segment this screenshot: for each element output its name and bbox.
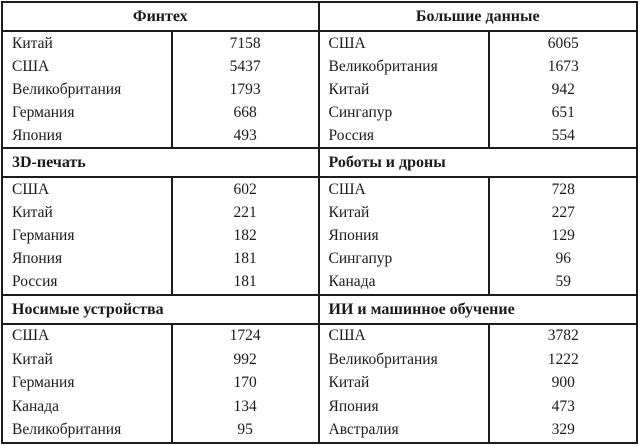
section-header: Роботы и дроны xyxy=(320,149,637,178)
country-cell: США xyxy=(320,32,491,55)
country-cell: США xyxy=(3,55,173,78)
table-row xyxy=(320,201,637,224)
value-cell: 134 xyxy=(233,397,257,415)
table-row xyxy=(3,271,318,294)
value-cell: 7158 xyxy=(229,34,261,52)
value-cell: 554 xyxy=(551,126,575,144)
country-cell: Великобритания xyxy=(3,419,173,442)
table-row xyxy=(3,55,318,78)
table-row xyxy=(3,325,318,348)
value-cell: 329 xyxy=(551,421,575,439)
table-row xyxy=(320,32,637,55)
country-cell: Германия xyxy=(3,372,173,395)
country-cell: Япония xyxy=(320,224,491,247)
table-row xyxy=(3,224,318,247)
value-cell: 668 xyxy=(233,103,257,121)
value-cell: 942 xyxy=(551,80,575,98)
value-cell: 96 xyxy=(555,250,571,268)
table-row xyxy=(3,348,318,371)
country-cell: Сингапур xyxy=(320,248,491,271)
table-row xyxy=(3,419,318,442)
value-cell: 182 xyxy=(233,226,257,244)
value-cell: 1222 xyxy=(547,350,579,368)
country-cell: Великобритания xyxy=(320,55,491,78)
country-cell: Россия xyxy=(320,124,491,147)
country-cell: Германия xyxy=(3,224,173,247)
table-row xyxy=(320,372,637,395)
value-cell: 5437 xyxy=(229,57,261,75)
country-cell: Россия xyxy=(3,271,173,294)
section-ai-ml xyxy=(320,296,637,442)
table-row xyxy=(320,78,637,101)
country-cell: Китай xyxy=(320,201,491,224)
country-cell: Китай xyxy=(3,348,173,371)
country-cell: Великобритания xyxy=(3,78,173,101)
country-cell: США xyxy=(320,178,491,201)
value-cell: 900 xyxy=(551,374,575,392)
table-row xyxy=(320,271,637,294)
table-row xyxy=(320,348,637,371)
section-header: ИИ и машинное обучение xyxy=(320,296,637,325)
value-cell: 221 xyxy=(233,203,257,221)
country-cell: Япония xyxy=(320,395,491,418)
country-cell: США xyxy=(3,325,173,348)
section-fintech xyxy=(3,3,320,149)
value-cell: 95 xyxy=(237,421,253,439)
section-header: Большие данные xyxy=(320,3,637,32)
value-cell: 170 xyxy=(233,374,257,392)
table-row xyxy=(3,78,318,101)
country-cell: Канада xyxy=(3,395,173,418)
country-cell: Япония xyxy=(3,248,173,271)
table-row xyxy=(320,124,637,147)
section-rows xyxy=(320,32,637,147)
country-cell: Китай xyxy=(320,78,491,101)
section-robots-drones xyxy=(320,149,637,295)
value-cell: 473 xyxy=(551,397,575,415)
section-header: Финтех xyxy=(3,3,318,32)
country-cell: Китай xyxy=(320,372,491,395)
value-cell: 1724 xyxy=(229,327,261,345)
country-cell: Япония xyxy=(3,124,173,147)
section-rows xyxy=(3,32,318,147)
section-header: 3D-печать xyxy=(3,149,318,178)
value-cell: 6065 xyxy=(547,34,579,52)
country-cell: Сингапур xyxy=(320,101,491,124)
country-cell: Австралия xyxy=(320,419,491,442)
value-cell: 129 xyxy=(551,226,575,244)
value-cell: 651 xyxy=(551,103,575,121)
value-cell: 181 xyxy=(233,250,257,268)
country-cell: Канада xyxy=(320,271,491,294)
country-cell: США xyxy=(320,325,491,348)
section-rows xyxy=(3,325,318,442)
section-rows xyxy=(3,178,318,293)
value-cell: 181 xyxy=(233,273,257,291)
table-row xyxy=(320,101,637,124)
table-row xyxy=(3,124,318,147)
table-row xyxy=(3,248,318,271)
table-row xyxy=(320,419,637,442)
section-3d-printing xyxy=(3,149,320,295)
value-cell: 493 xyxy=(233,126,257,144)
table-row xyxy=(3,201,318,224)
table-row xyxy=(3,101,318,124)
section-header: Носимые устройства xyxy=(3,296,318,325)
table-row xyxy=(320,55,637,78)
section-rows xyxy=(320,325,637,442)
country-cell: США xyxy=(3,178,173,201)
country-cell: Китай xyxy=(3,32,173,55)
table-row xyxy=(3,372,318,395)
value-cell: 3782 xyxy=(547,327,579,345)
value-cell: 728 xyxy=(551,180,575,198)
value-cell: 227 xyxy=(551,203,575,221)
table-row xyxy=(320,325,637,348)
value-cell: 59 xyxy=(555,273,571,291)
table-row xyxy=(320,224,637,247)
value-cell: 1673 xyxy=(547,57,579,75)
investment-table xyxy=(1,1,638,444)
table-row xyxy=(3,32,318,55)
section-wearables xyxy=(3,296,320,442)
table-row xyxy=(3,178,318,201)
country-cell: Великобритания xyxy=(320,348,491,371)
table-row xyxy=(320,395,637,418)
section-rows xyxy=(320,178,637,293)
table-row xyxy=(3,395,318,418)
section-big-data xyxy=(320,3,637,149)
table-row xyxy=(320,248,637,271)
value-cell: 992 xyxy=(233,350,257,368)
country-cell: Китай xyxy=(3,201,173,224)
table-row xyxy=(320,178,637,201)
value-cell: 1793 xyxy=(229,80,261,98)
country-cell: Германия xyxy=(3,101,173,124)
value-cell: 602 xyxy=(233,180,257,198)
